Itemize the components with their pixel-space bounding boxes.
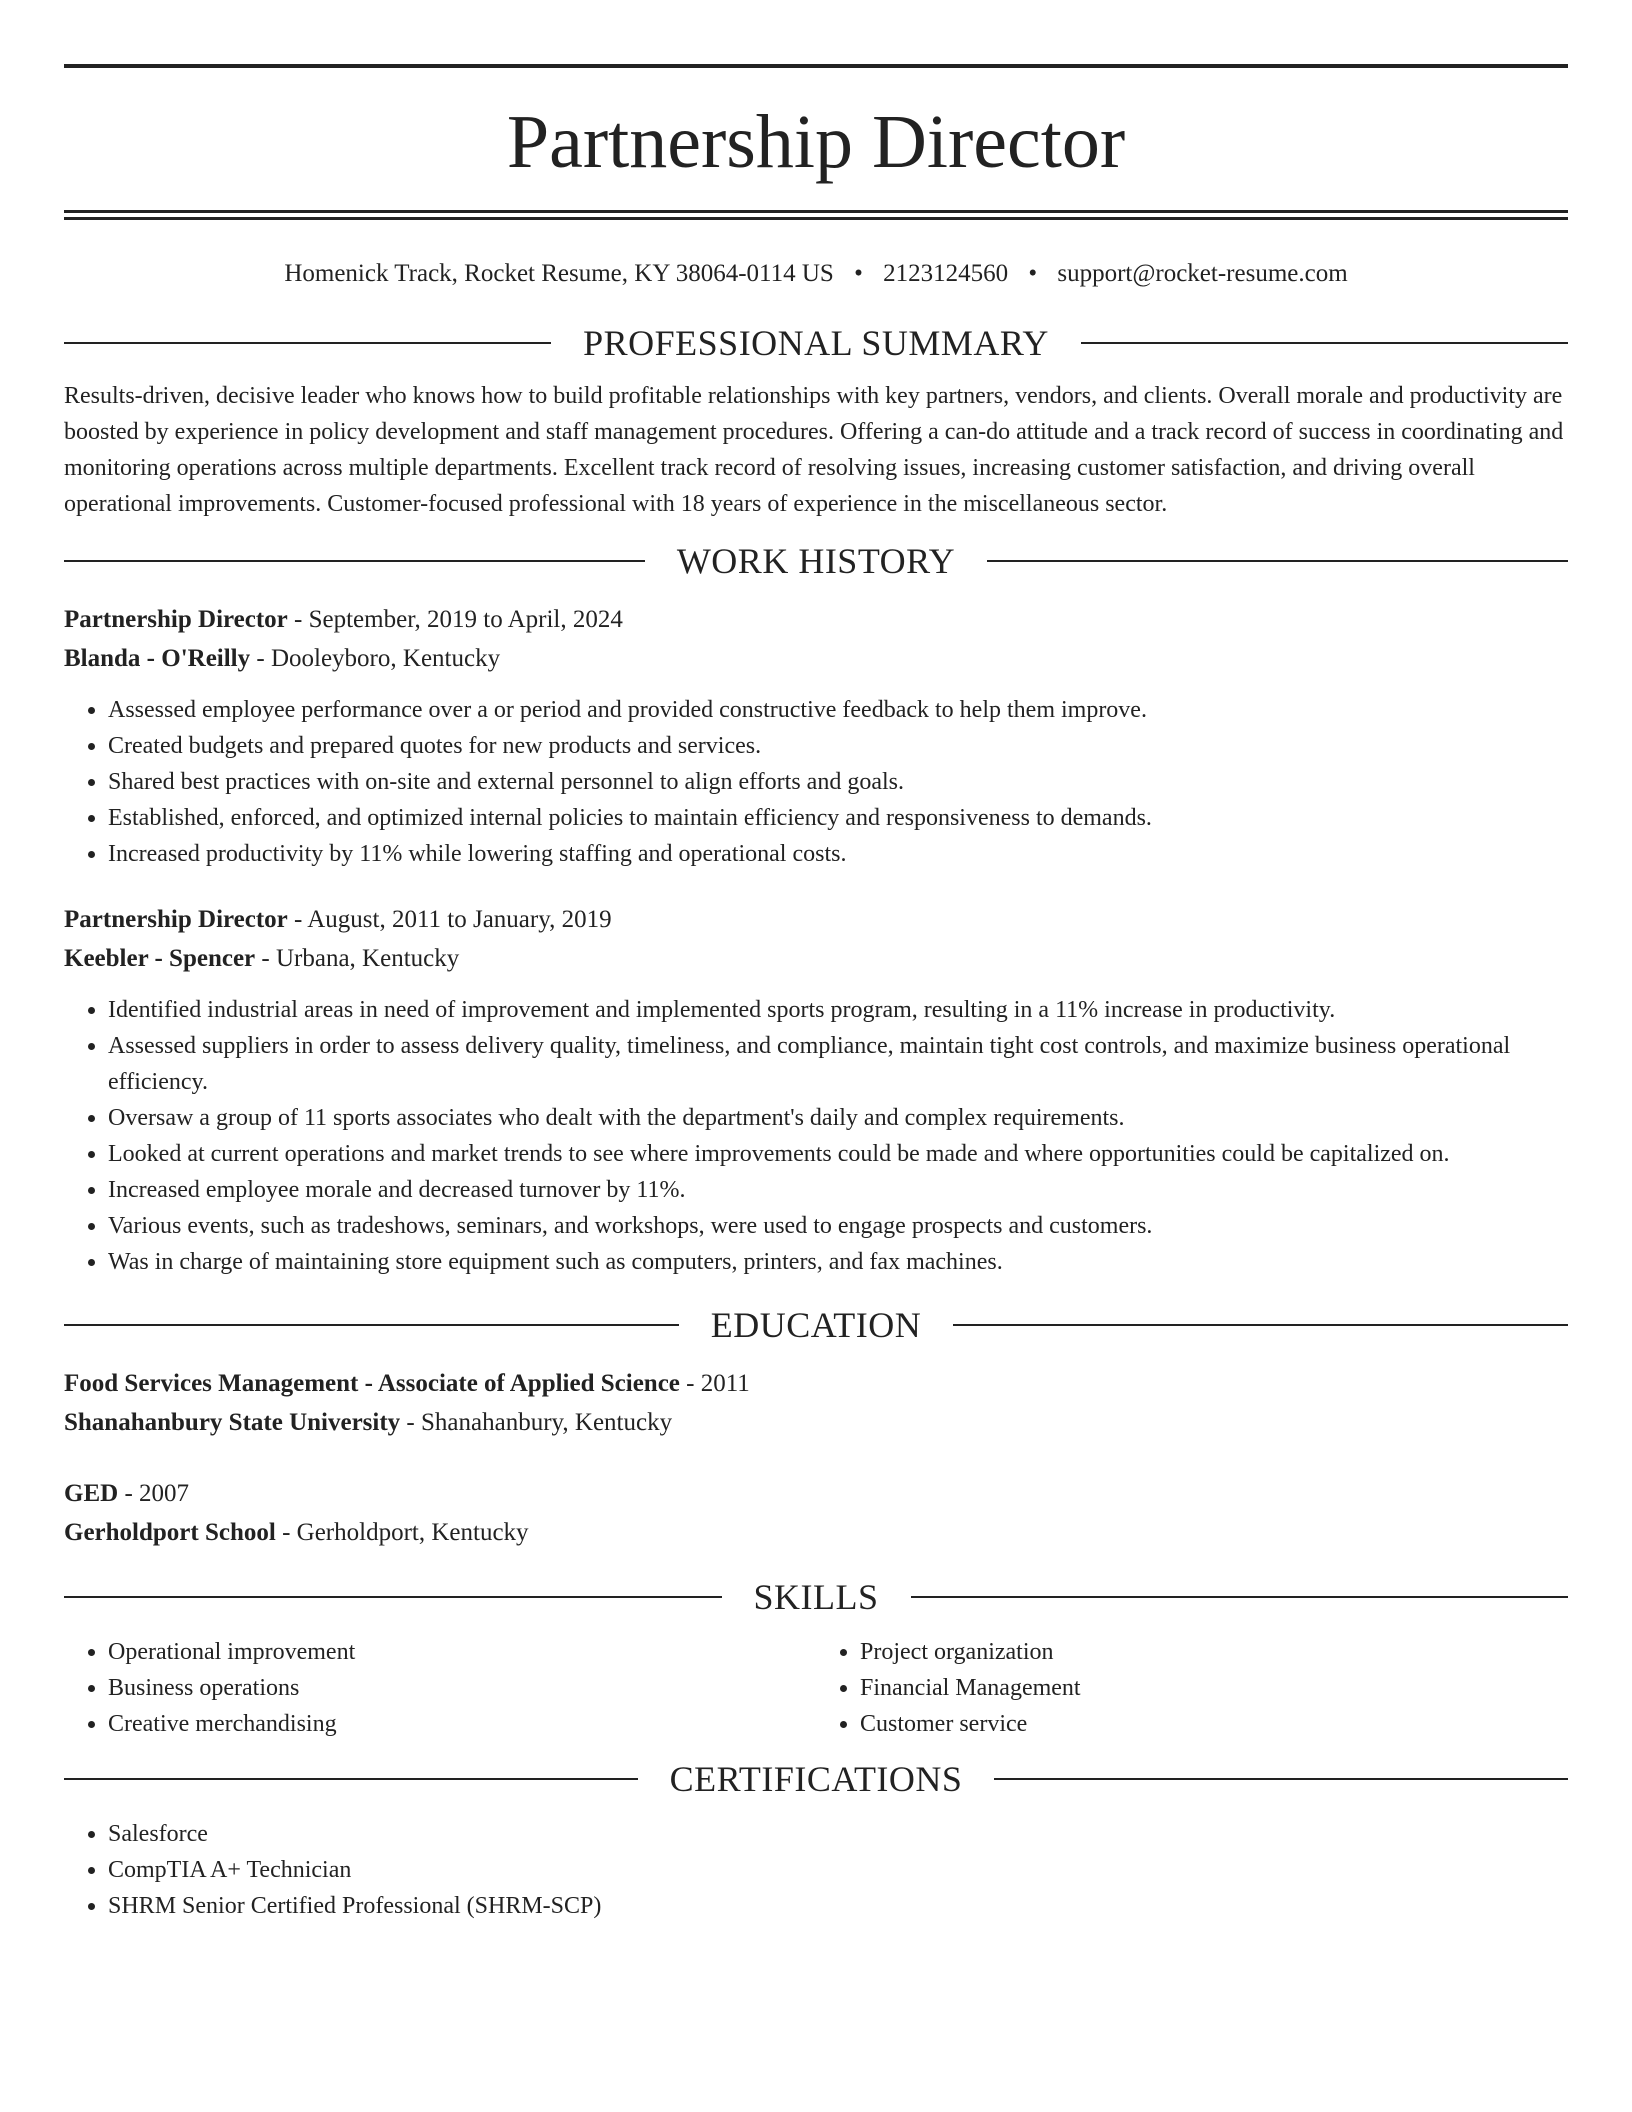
school-location: - Shanahanbury, Kentucky xyxy=(400,1409,673,1436)
list-item: • CompTIA A+ Technician xyxy=(108,1852,1568,1888)
list-item: • SHRM Senior Certified Professional (SHRM-SCP) xyxy=(108,1888,1568,1924)
job-title: Partnership Director xyxy=(64,606,288,633)
job-company-line xyxy=(64,939,1568,978)
education-entry xyxy=(64,1474,1568,1552)
resume-name: Partnership Director xyxy=(506,100,1126,184)
contact-phone[interactable]: 2123124560 xyxy=(883,260,1009,287)
job-location: - Dooleyboro, Kentucky xyxy=(250,645,501,672)
summary-text: Results-driven, decisive leader who knows how to build profitable relationships with key partners, vendors, and clients. Overall morale and productivity are boosted by experience in policy development and staff management procedures. Offering a can-do attitude and a track record of success in coordinating and monitoring operations across multiple departments. Excellent track record of resolving issues, increasing customer satisfaction, and driving overall operational improvements. Customer-focused professional with 18 years of experience in the miscellaneous sector. xyxy=(64,383,1564,517)
contact-line xyxy=(64,254,1568,294)
list-item: • Increased employee morale and decreased turnover by 11%. xyxy=(108,1172,1568,1208)
list-item: • Operational improvement xyxy=(108,1634,816,1670)
job-title: Partnership Director xyxy=(64,906,288,933)
school-line xyxy=(64,1403,1568,1442)
list-item: • Oversaw a group of 11 sports associates who dealt with the department's daily and complex requirements. xyxy=(108,1100,1568,1136)
job-entry xyxy=(64,600,1568,872)
job-bullets xyxy=(64,692,1568,872)
education-heading xyxy=(64,1302,1568,1348)
job-dates: - September, 2019 to April, 2024 xyxy=(287,606,623,633)
contact-separator: • xyxy=(854,260,863,287)
list-item: • Increased productivity by 11% while lowering staffing and operational costs. xyxy=(108,836,1568,872)
job-dates: - August, 2011 to January, 2019 xyxy=(287,906,612,933)
degree-line xyxy=(64,1364,1568,1403)
top-rule xyxy=(64,64,1568,68)
heading-rule-right xyxy=(994,1778,1568,1780)
list-item: • Shared best practices with on-site and external personnel to align efforts and goals. xyxy=(108,764,1568,800)
school-line xyxy=(64,1513,1568,1552)
job-title-line xyxy=(64,600,1568,639)
degree-year: - 2011 xyxy=(679,1370,750,1397)
heading-rule-right xyxy=(1081,342,1568,344)
work-history-heading xyxy=(64,538,1568,584)
school: Shanahanbury State University xyxy=(64,1409,401,1436)
list-item: • Was in charge of maintaining store equipment such as computers, printers, and fax machines. xyxy=(108,1244,1568,1280)
heading-rule-left xyxy=(64,1778,638,1780)
heading-rule-left xyxy=(64,342,551,344)
education-entry xyxy=(64,1364,1568,1442)
list-item: • Creative merchandising xyxy=(108,1706,816,1742)
heading-rule-left xyxy=(64,560,645,562)
double-rule xyxy=(64,210,1568,220)
job-company-line xyxy=(64,639,1568,678)
skills-heading xyxy=(64,1574,1568,1620)
degree: GED xyxy=(64,1480,119,1507)
job-company: Keebler - Spencer xyxy=(64,945,256,972)
list-item: • Assessed employee performance over a or period and provided constructive feedback to help them improve. xyxy=(108,692,1568,728)
list-item: • Created budgets and prepared quotes for new products and services. xyxy=(108,728,1568,764)
section-title: WORK HISTORY xyxy=(676,541,956,581)
contact-separator: • xyxy=(1028,260,1038,287)
degree-line xyxy=(64,1474,1568,1513)
job-title-line xyxy=(64,900,1568,939)
list-item: • Assessed suppliers in order to assess delivery quality, timeliness, and compliance, maintain tight cost controls, and maximize business operational efficiency. xyxy=(108,1028,1568,1100)
job-location: - Urbana, Kentucky xyxy=(255,945,460,972)
job-company: Blanda - O'Reilly xyxy=(64,645,251,672)
section-title: CERTIFICATIONS xyxy=(669,1759,963,1799)
heading-rule-left xyxy=(64,1596,722,1598)
degree-year: - 2007 xyxy=(118,1480,190,1507)
list-item: • Financial Management xyxy=(860,1670,1568,1706)
heading-rule-right xyxy=(911,1596,1569,1598)
job-bullets xyxy=(64,992,1568,1280)
heading-rule-left xyxy=(64,1324,679,1326)
skills-grid xyxy=(64,1634,1568,1742)
school: Gerholdport School xyxy=(64,1519,276,1546)
list-item: • Established, enforced, and optimized internal policies to maintain efficiency and responsiveness to demands. xyxy=(108,800,1568,836)
list-item: • Business operations xyxy=(108,1670,816,1706)
job-entry xyxy=(64,900,1568,1280)
list-item: • Various events, such as tradeshows, seminars, and workshops, were used to engage prospects and customers. xyxy=(108,1208,1568,1244)
list-item: • Customer service xyxy=(860,1706,1568,1742)
section-title: SKILLS xyxy=(753,1577,879,1617)
list-item: • Identified industrial areas in need of improvement and implemented sports program, resulting in a 11% increase in productivity. xyxy=(108,992,1568,1028)
list-item: • Looked at current operations and market trends to see where improvements could be made and where opportunities could be capitalized on. xyxy=(108,1136,1568,1172)
degree: Food Services Management - Associate of Applied Science xyxy=(64,1370,680,1397)
section-title: PROFESSIONAL SUMMARY xyxy=(583,323,1049,363)
heading-rule-right xyxy=(987,560,1568,562)
certifications-list xyxy=(64,1816,1568,1924)
contact-address: Homenick Track, Rocket Resume, KY 38064-0114 US xyxy=(284,260,834,287)
heading-rule-right xyxy=(953,1324,1568,1326)
skills-list-right xyxy=(816,1634,1568,1742)
contact-email[interactable]: support@rocket-resume.com xyxy=(1057,260,1348,287)
list-item: • Project organization xyxy=(860,1634,1568,1670)
skills-list-left xyxy=(64,1634,816,1742)
school-location: - Gerholdport, Kentucky xyxy=(275,1519,529,1546)
certifications-heading xyxy=(64,1756,1568,1802)
list-item: • Salesforce xyxy=(108,1816,1568,1852)
section-title: EDUCATION xyxy=(710,1305,922,1345)
summary-heading xyxy=(64,320,1568,366)
